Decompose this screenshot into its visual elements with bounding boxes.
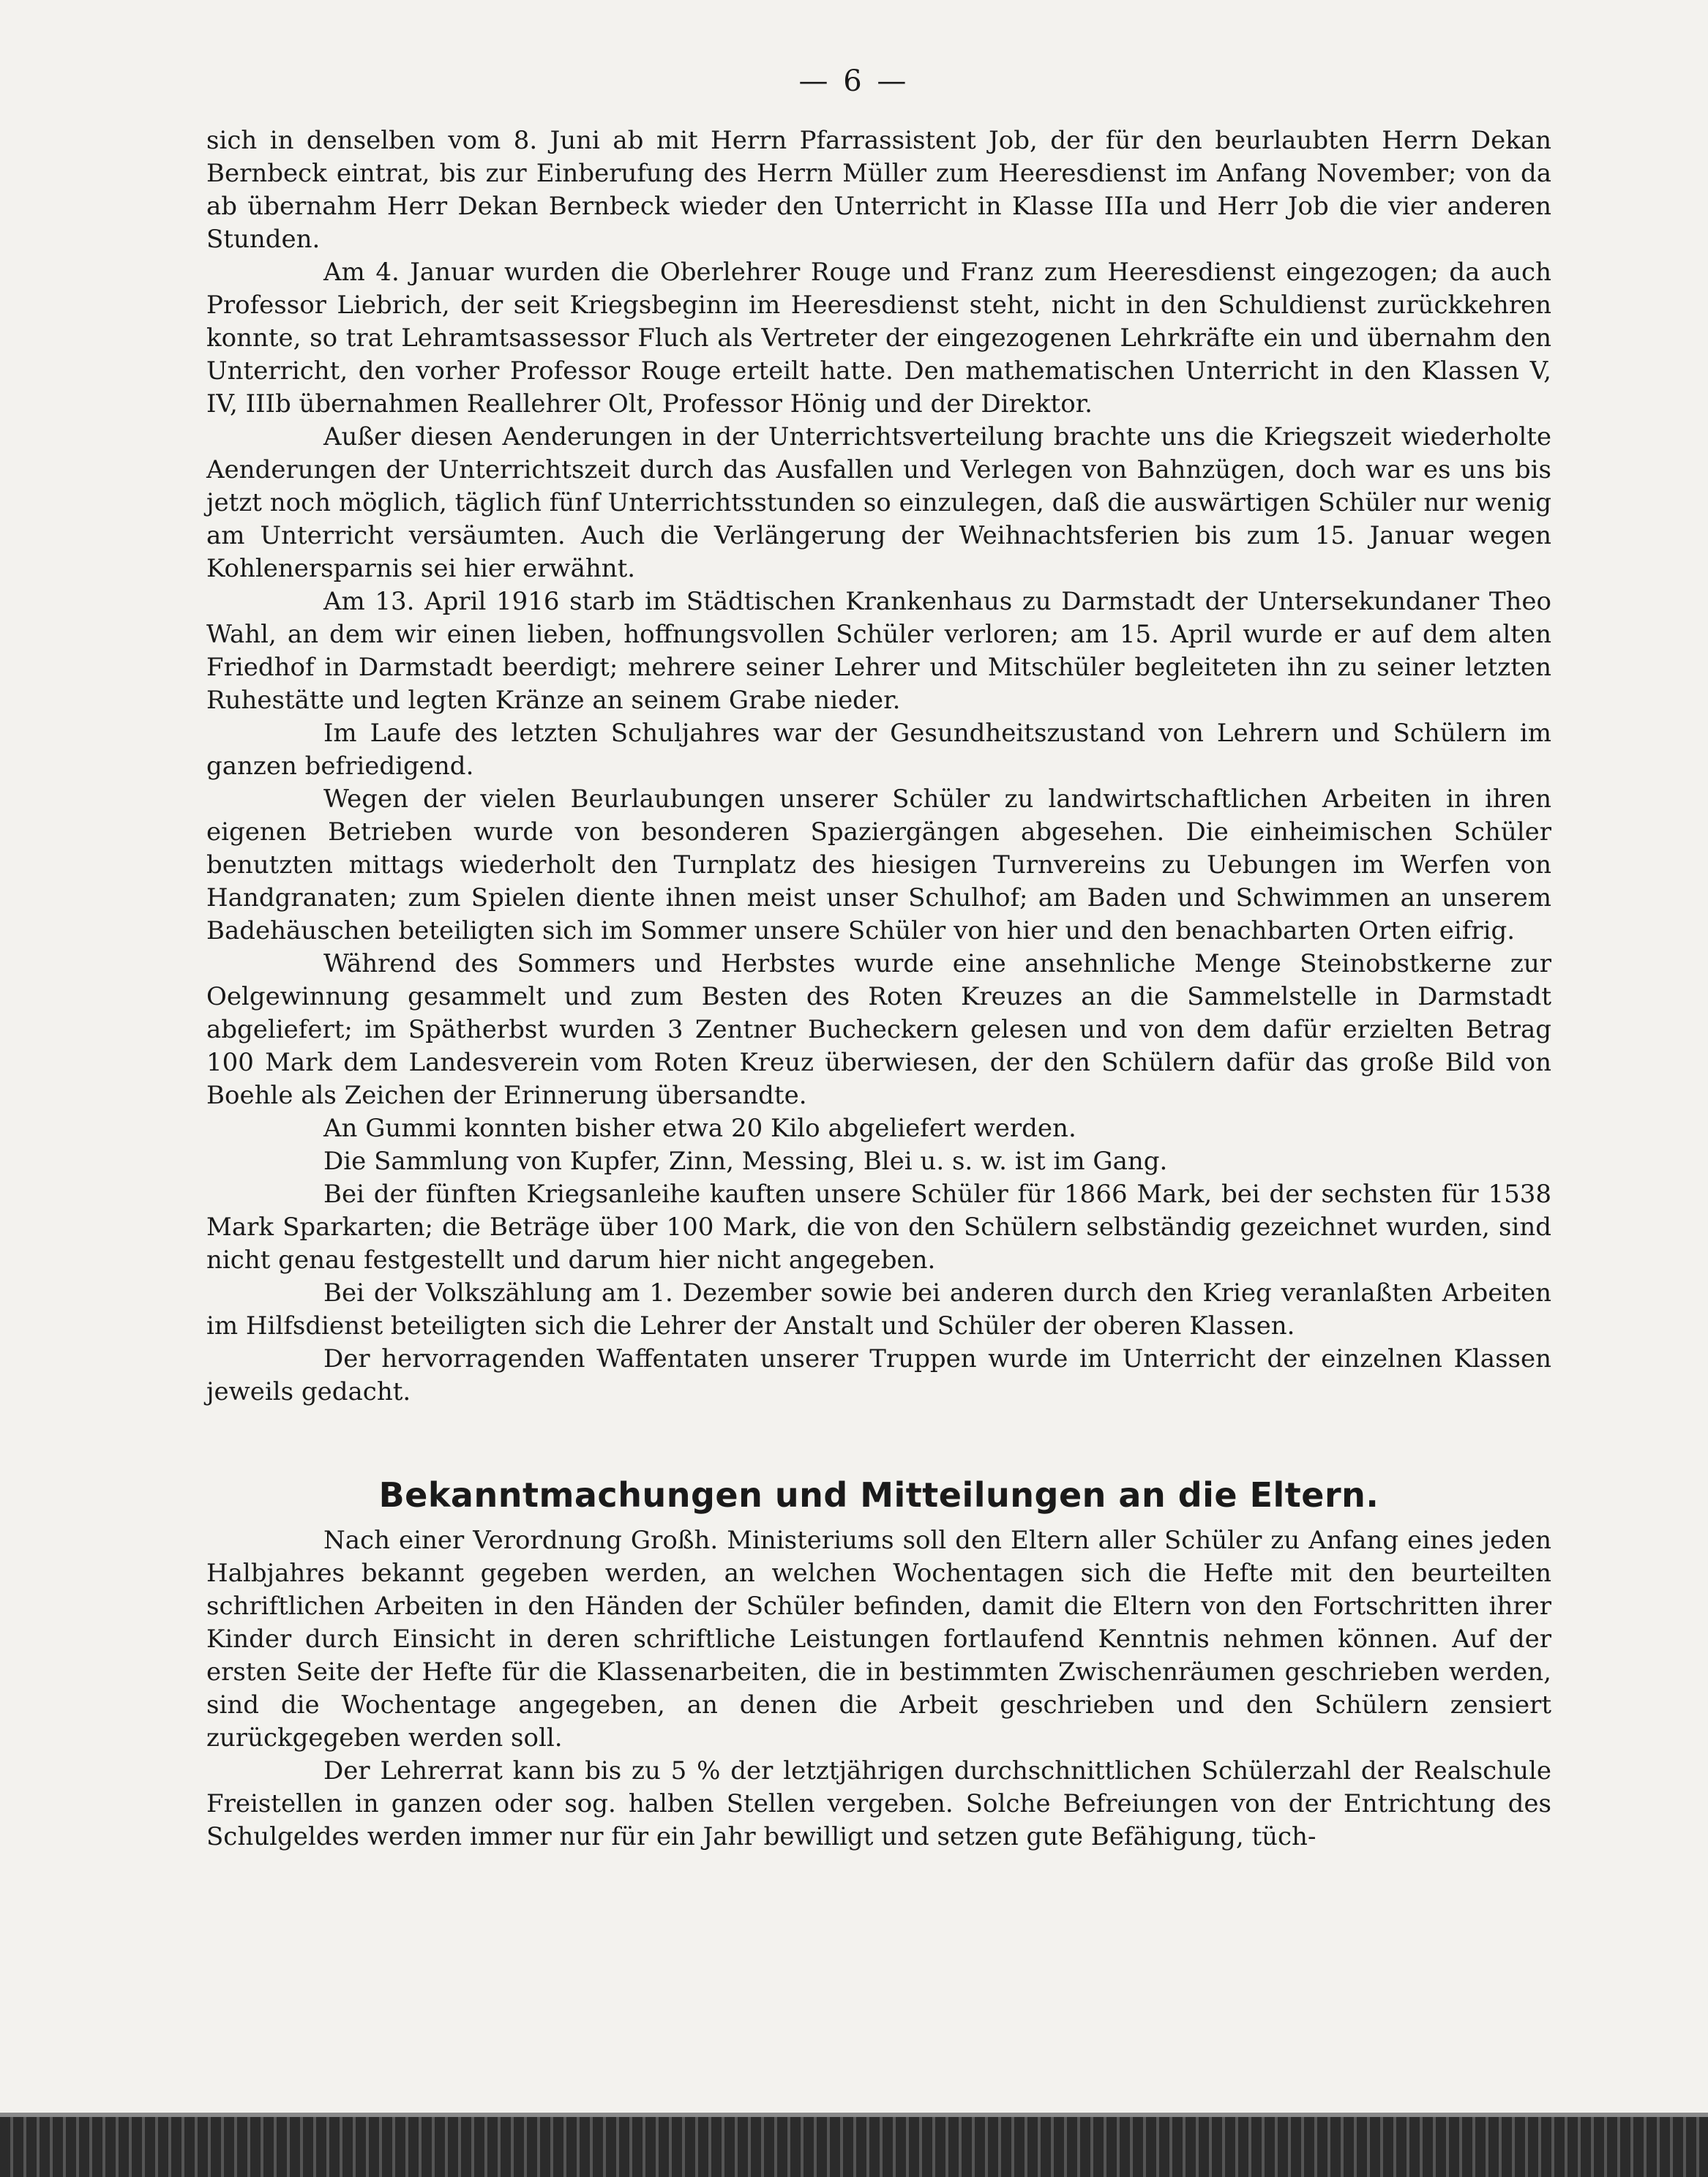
paragraph: Außer diesen Aenderungen in der Unterrichtsverteilung brachte uns die Kriegszeit wiederholte Aenderungen der Unterrichtszeit durch das Ausfallen und Verlegen von Bahnzügen, doch war es uns bis jetzt noch möglich, täglich fünf Unterrichtsstunden so einzulegen, daß die auswärtigen Schüler nur wenig am Unterricht versäumten. Auch die Verlängerung der Weihnachtsferien bis zum 15. Januar wegen Kohlenersparnis sei hier erwähnt. bbox=[206, 422, 1551, 583]
paragraph: Der hervorragenden Waffentaten unserer Truppen wurde im Unterricht der einzelnen Klassen jeweils gedacht. bbox=[206, 1344, 1551, 1406]
parent-notices-section bbox=[206, 1524, 1551, 1854]
paragraph: Während des Sommers und Herbstes wurde eine ansehnliche Menge Steinobstkerne zur Oelgewinnung gesammelt und zum Besten des Roten Kreuzes an die Sammelstelle in Darmstadt abgeliefert; im Spätherbst wurden 3 Zentner Bucheckern gelesen und von dem dafür erzielten Betrag 100 Mark dem Landesverein vom Roten Kreuz überwiesen, der den Schülern dafür das große Bild von Boehle als Zeichen der Erinnerung übersandte. bbox=[206, 949, 1551, 1110]
page-number: — 6 — bbox=[798, 64, 910, 98]
section-heading: Bekanntmachungen und Mitteilungen an die Eltern. bbox=[378, 1475, 1379, 1515]
paragraph: Der Lehrerrat kann bis zu 5 % der letztjährigen durchschnittlichen Schülerzahl der Realschule Freistellen in ganzen oder sog. halben Stellen vergeben. Solche Befreiungen von der Entrichtung des Schulgeldes werden immer nur für ein Jahr bewilligt und setzen gute Befähigung, tüch- bbox=[206, 1756, 1551, 1851]
paragraph: Bei der fünften Kriegsanleihe kauften unsere Schüler für 1866 Mark, bei der sechsten für 1538 Mark Sparkarten; die Beträge über 100 Mark, die von den Schülern selbständig gezeichnet wurden, sind nicht genau festgestellt und darum hier nicht angegeben. bbox=[206, 1180, 1551, 1275]
paragraph: Am 4. Januar wurden die Oberlehrer Rouge und Franz zum Heeresdienst eingezogen; da auch Professor Liebrich, der seit Kriegsbeginn im Heeresdienst steht, nicht in den Schuldienst zurückkehren konnte, so trat Lehramtsassessor Fluch als Vertreter der eingezogenen Lehrkräfte ein und übernahm den Unterricht, den vorher Professor Rouge erteilt hatte. Den mathematischen Unterricht in den Klassen V, IV, IIIb übernahmen Reallehrer Olt, Professor Hönig und der Direktor. bbox=[206, 258, 1551, 419]
scan-border bbox=[0, 2117, 1708, 2177]
paragraph: Am 13. April 1916 starb im Städtischen Krankenhaus zu Darmstadt der Untersekundaner Theo Wahl, an dem wir einen lieben, hoffnungsvollen Schüler verloren; am 15. April wurde er auf dem alten Friedhof in Darmstadt beerdigt; mehrere seiner Lehrer und Mitschüler begleiteten ihn zu seiner letzten Ruhestätte und legten Kränze an seinem Grabe nieder. bbox=[206, 587, 1551, 715]
page-body bbox=[206, 124, 1551, 1854]
paragraph: Die Sammlung von Kupfer, Zinn, Messing, Blei u. s. w. ist im Gang. bbox=[323, 1147, 1168, 1176]
school-chronicle-section bbox=[206, 124, 1551, 1409]
paragraph: sich in denselben vom 8. Juni ab mit Herrn Pfarrassistent Job, der für den beurlaubten Herrn Dekan Bernbeck eintrat, bis zur Einberufung des Herrn Müller zum Heeresdienst im Anfang November; von da ab übernahm Herr Dekan Bernbeck wieder den Unterricht in Klasse IIIa und Herr Job die vier anderen Stunden. bbox=[206, 126, 1551, 254]
paragraph: Im Laufe des letzten Schuljahres war der Gesundheitszustand von Lehrern und Schülern im ganzen befriedigend. bbox=[206, 719, 1551, 781]
paragraph: An Gummi konnten bisher etwa 20 Kilo abgeliefert werden. bbox=[323, 1114, 1076, 1143]
paragraph: Nach einer Verordnung Großh. Ministeriums soll den Eltern aller Schüler zu Anfang eines jeden Halbjahres bekannt gegeben werden, an welchen Wochentagen sich die Hefte mit den beurteilten schriftlichen Arbeiten in den Händen der Schüler befinden, damit die Eltern von den Fortschritten ihrer Kinder durch Einsicht in deren schriftliche Leistungen fortlaufend Kenntnis nehmen können. Auf der ersten Seite der Hefte für die Klassenarbeiten, die in bestimmten Zwischenräumen geschrieben werden, sind die Wochentage angegeben, an denen die Arbeit geschrieben und den Schülern zensiert zurückgegeben werden soll. bbox=[206, 1526, 1551, 1753]
paragraph: Wegen der vielen Beurlaubungen unserer Schüler zu landwirtschaftlichen Arbeiten in ihren eigenen Betrieben wurde von besonderen Spaziergängen abgesehen. Die einheimischen Schüler benutzten mittags wiederholt den Turnplatz des hiesigen Turnvereins zu Uebungen im Werfen von Handgranaten; zum Spielen diente ihnen meist unser Schulhof; am Baden und Schwimmen an unserem Badehäuschen beteiligten sich im Sommer unsere Schüler von hier und den benachbarten Orten eifrig. bbox=[206, 784, 1551, 945]
paragraph: Bei der Volkszählung am 1. Dezember sowie bei anderen durch den Krieg veranlaßten Arbeiten im Hilfsdienst beteiligten sich die Lehrer der Anstalt und Schüler der oberen Klassen. bbox=[206, 1278, 1551, 1341]
